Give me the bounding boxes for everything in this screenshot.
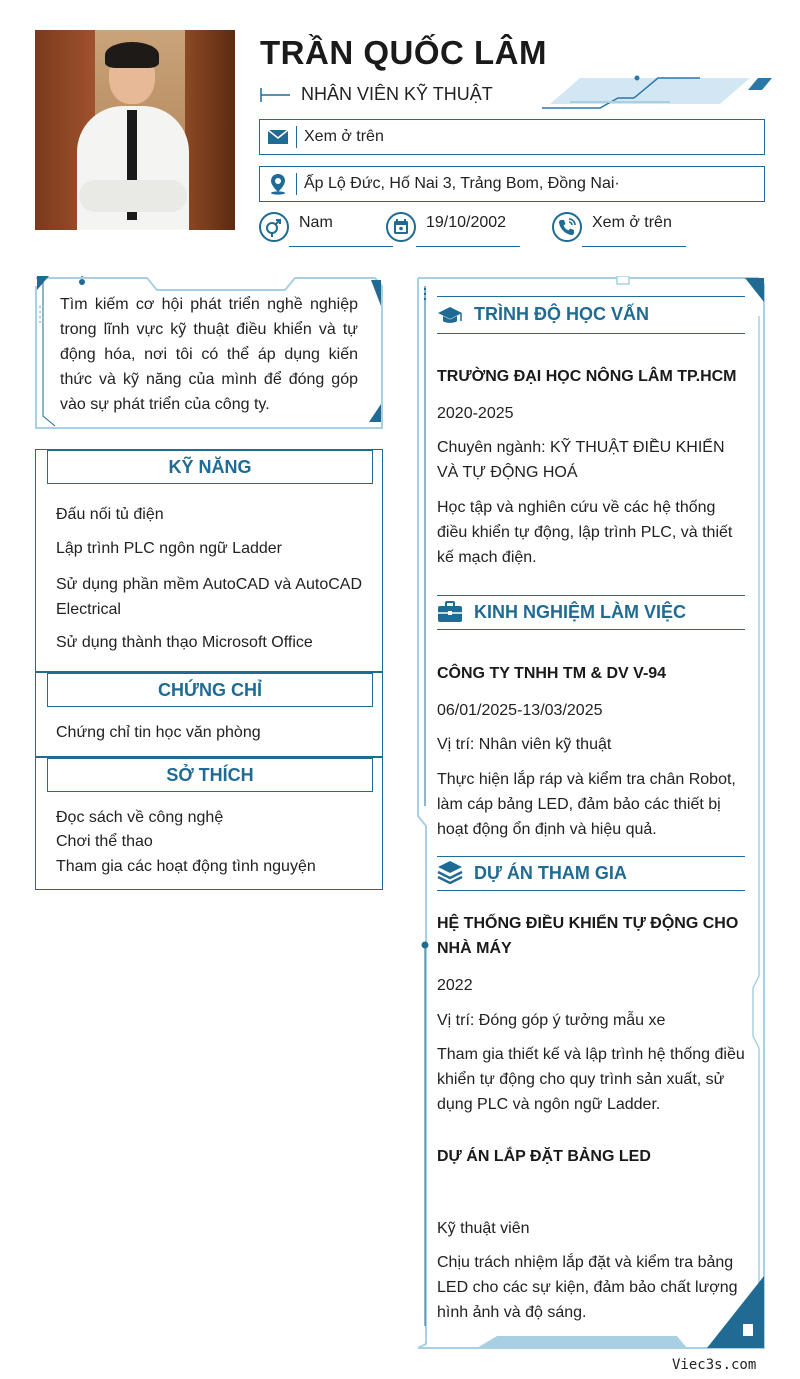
- gender-icon: [259, 212, 289, 242]
- email-value: Xem ở trên: [304, 128, 384, 145]
- projects-heading: [437, 856, 745, 891]
- calendar-icon: [386, 212, 416, 242]
- address-value: Ấp Lộ Đức, Hố Nai 3, Trảng Bom, Đồng Nai·: [304, 175, 620, 192]
- project-description: Tham gia thiết kế và lập trình hệ thống điều khiển tự động cho quy trình sản xuất, sử dụng PLC và ngôn ngữ Ladder.: [437, 1046, 745, 1113]
- graduation-cap-icon: [437, 303, 463, 327]
- project-role: Kỹ thuật viên: [437, 1220, 530, 1237]
- job-title-line-icon: [260, 88, 290, 102]
- project-description: Chịu trách nhiệm lắp đặt và kiểm tra bảng LED cho các sự kiện, đảm bảo chất lượng hình ảnh và độ sáng.: [437, 1254, 738, 1321]
- gender-field: [259, 212, 399, 252]
- list-item: Chơi thể thao: [56, 833, 153, 850]
- gender-value: Nam: [299, 214, 333, 231]
- project-name: HỆ THỐNG ĐIỀU KHIỂN TỰ ĐỘNG CHO NHÀ MÁY: [437, 915, 739, 957]
- experience-position: Vị trí: Nhân viên kỹ thuật: [437, 736, 612, 753]
- hobbies-section: [35, 757, 383, 890]
- experience-heading: [437, 595, 745, 630]
- address-field: [259, 166, 765, 202]
- education-heading: [437, 296, 745, 334]
- education-period: 2020-2025: [437, 405, 514, 422]
- experience-title: KINH NGHIỆM LÀM VIỆC: [474, 602, 687, 622]
- experience-description: Thực hiện lắp ráp và kiểm tra chân Robot, làm cáp bảng LED, đảm bảo các thiết bị hoạt động ổn định và hiệu quả.: [437, 771, 736, 838]
- objective-text: Tìm kiếm cơ hội phát triển nghề nghiệp trong lĩnh vực kỹ thuật điều khiển và tự động hóa, nơi tôi có thể áp dụng kiến thức và kỹ năng của mình để đóng góp vào sự phát triển của công ty.: [60, 296, 358, 413]
- list-item: Lập trình PLC ngôn ngữ Ladder: [56, 540, 282, 557]
- education-description: Học tập và nghiên cứu về các hệ thống điều khiển tự động, lập trình PLC, và thiết kế mạch điện.: [437, 499, 733, 566]
- project-name: DỰ ÁN LẮP ĐẶT BẢNG LED: [437, 1148, 651, 1165]
- list-item: Chứng chỉ tin học văn phòng: [56, 724, 261, 741]
- company-name: CÔNG TY TNHH TM & DV V-94: [437, 665, 667, 682]
- briefcase-icon: [437, 600, 463, 624]
- footer-watermark: Viec3s.com: [672, 1357, 757, 1373]
- phone-value: Xem ở trên: [592, 214, 672, 231]
- envelope-icon: [266, 125, 290, 149]
- email-field: [259, 119, 765, 155]
- education-title: TRÌNH ĐỘ HỌC VẤN: [474, 304, 649, 324]
- school-name: TRƯỜNG ĐẠI HỌC NÔNG LÂM TP.HCM: [437, 368, 737, 385]
- list-item: Sử dụng thành thạo Microsoft Office: [56, 634, 313, 651]
- list-item: Sử dụng phần mềm AutoCAD và AutoCAD Electrical: [56, 576, 362, 618]
- skills-title: KỸ NĂNG: [47, 450, 373, 484]
- birthday-value: 19/10/2002: [426, 214, 507, 231]
- skills-section: [35, 449, 383, 672]
- location-pin-icon: [266, 172, 290, 196]
- phone-field: [552, 212, 692, 252]
- project-role: Vị trí: Đóng góp ý tưởng mẫu xe: [437, 1012, 666, 1029]
- list-item: Đọc sách về công nghệ: [56, 809, 224, 826]
- phone-icon: [552, 212, 582, 242]
- birthday-field: [386, 212, 526, 252]
- profile-photo: [35, 30, 235, 230]
- certificates-section: [35, 672, 383, 757]
- list-item: Đấu nối tủ điện: [56, 506, 164, 523]
- hobbies-title: SỞ THÍCH: [47, 758, 373, 792]
- candidate-name: TRẦN QUỐC LÂM: [260, 34, 547, 71]
- career-objective: [35, 276, 383, 429]
- job-title: NHÂN VIÊN KỸ THUẬT: [301, 84, 493, 104]
- education-major: Chuyên ngành: KỸ THUẬT ĐIỀU KHIỂN VÀ TỰ ĐỘNG HOÁ: [437, 439, 725, 481]
- circuit-decoration: [540, 74, 772, 114]
- certificates-title: CHỨNG CHỈ: [47, 673, 373, 707]
- projects-title: DỰ ÁN THAM GIA: [474, 863, 627, 883]
- experience-period: 06/01/2025-13/03/2025: [437, 702, 603, 719]
- project-year: 2022: [437, 977, 473, 994]
- list-item: Tham gia các hoạt động tình nguyện: [56, 858, 316, 875]
- layers-icon: [437, 860, 463, 884]
